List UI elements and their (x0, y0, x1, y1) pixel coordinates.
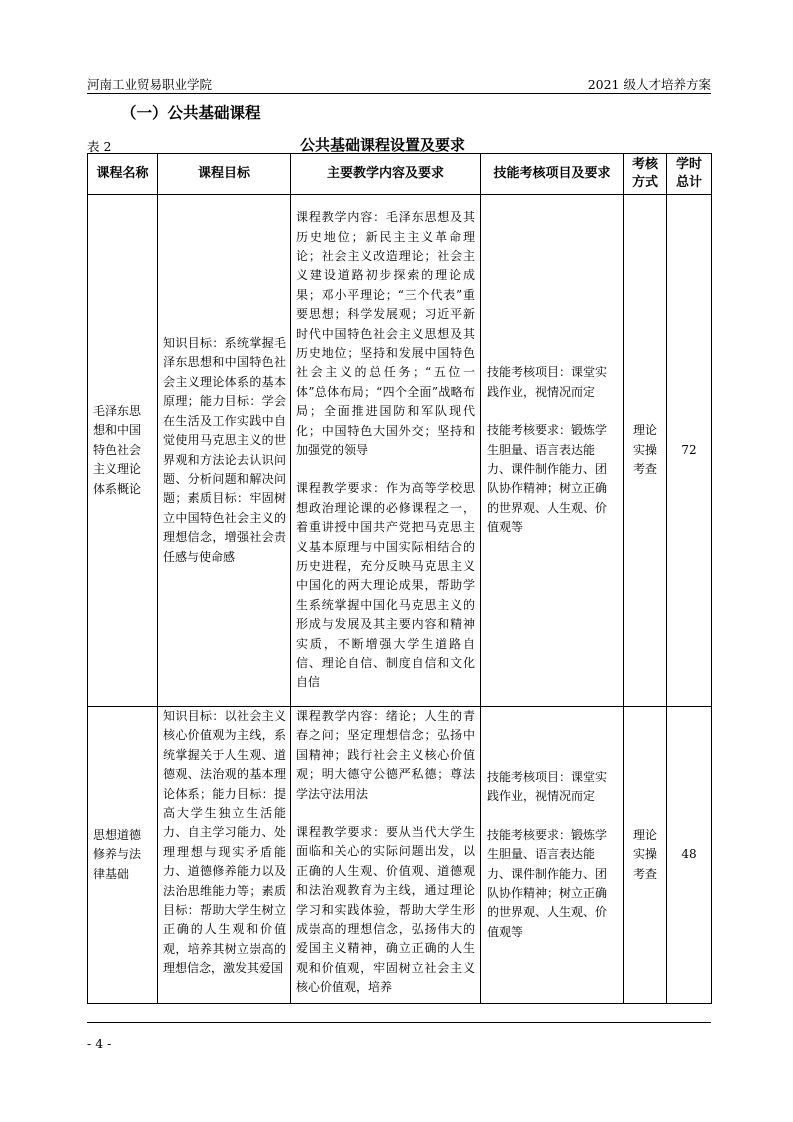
page-number: - 4 - (87, 1036, 112, 1051)
total-hours: 72 (681, 442, 697, 457)
column-header-method-text: 考核方式 (631, 157, 658, 190)
column-header-method (624, 154, 667, 195)
header-document-title: 2021 级人才培养方案 (587, 77, 711, 92)
column-header-skill: 技能考核项目及要求 (481, 154, 624, 195)
column-header-content: 主要教学内容及要求 (291, 154, 481, 195)
skill-cell (481, 707, 624, 1004)
column-header-name: 课程名称 (88, 154, 158, 195)
course-content: 课程教学内容：毛泽东思想及其历史地位；新民主主义革命理论；社会主义改造理论；社会主义建设道路初步探索的理论成果；邓小平理论；“三个代表”重要思想；科学发展观；习近平新时代中国特色社会主义思想及其历史地位；坚持和发展中国特色社会主义的总任务；“五位一体”总体布局；“四个全面”战略布局；全面推进国防和军队现代化；中国特色大国外交；坚持和加强党的领导 (296, 210, 475, 457)
total-hours-cell (667, 195, 712, 707)
course-goal: 知识目标：系统掌握毛泽东思想和中国特色社会主义理论体系的基本原理；能力目标：学会在生活及工作实践中自觉使用马克思主义的世界观和方法论去认识问题、分析问题和解决问题；素质目标：牢固树立中国特色社会主义的理想信念，增强社会责任感与使命感 (163, 336, 286, 564)
page-header (87, 73, 711, 94)
course-requirement: 课程教学要求：作为高等学校思想政治理论课的必修课程之一，着重讲授中国共产党把马克思主义基本原理与中国实际相结合的历史进程，充分反映马克思主义中国化的两大理论成果，帮助学生系统掌握中国化马克思主义的形成与发展及其主要内容和精神实质，不断增强大学生道路自信、理论自信、制度自信和文化自信 (296, 481, 475, 690)
course-name-cell (88, 195, 158, 707)
table-caption: 公共基础课程设置及要求 (300, 136, 466, 154)
course-goal-cell (158, 195, 291, 707)
skill-requirement: 技能考核要求：锻炼学生胆量、语言表达能力、课件制作能力、团队协作精神；树立正确的世界观、人生观、价值观等 (487, 423, 608, 535)
total-hours-cell (667, 707, 712, 1004)
skill-item: 技能考核项目：课堂实践作业，视情况而定 (487, 365, 608, 399)
table-header-row (88, 154, 712, 195)
course-goal-cell (158, 707, 291, 1004)
table-row (88, 195, 712, 707)
table-label: 表 2 (87, 139, 112, 154)
skill-cell (481, 195, 624, 707)
footer-rule (87, 1022, 711, 1023)
skill-item: 技能考核项目：课堂实践作业，视情况而定 (487, 769, 608, 804)
column-header-goal: 课程目标 (158, 154, 291, 195)
course-content-cell (291, 195, 481, 707)
assessment-method-cell (624, 195, 667, 707)
column-header-hours-text: 学时总计 (675, 157, 702, 190)
course-content: 课程教学内容：绪论；人生的青春之问；坚定理想信念；弘扬中国精神；践行社会主义核心价值观；明大德守公德严私德；尊法学法守法用法 (296, 709, 475, 801)
header-institution: 河南工业贸易职业学院 (87, 77, 213, 92)
section-title: （一）公共基础课程 (121, 104, 261, 122)
course-content-cell (291, 707, 481, 1004)
column-header-hours (667, 154, 712, 195)
course-table (87, 153, 712, 1004)
course-name: 毛泽东思想和中国特色社会主义理论体系概论 (93, 403, 142, 496)
course-goal: 知识目标：以社会主义核心价值观为主线，系统掌握关于人生观、道德观、法治观的基本理论体系；能力目标：提高大学生独立生活能力、自主学习能力、处理理想与现实矛盾能力、道德修养能力以及法治思维能力等；素质目标：帮助大学生树立正确的人生观和价值观，培养其树立崇高的理想信念，激发其爱国 (163, 709, 286, 976)
course-name: 思想道德修养与法律基础 (93, 827, 142, 881)
assessment-method: 理论实操考查 (632, 827, 657, 881)
assessment-method: 理论实操考查 (632, 423, 657, 477)
assessment-method-cell (624, 707, 667, 1004)
total-hours: 48 (681, 847, 697, 862)
table-row (88, 707, 712, 1004)
course-name-cell (88, 707, 158, 1004)
course-requirement: 课程教学要求：要从当代大学生面临和关心的实际问题出发，以正确的人生观、价值观、道德观和法治观教育为主线，通过理论学习和实践体验，帮助大学生形成崇高的理想信念，弘扬伟大的爱国主义精神，确立正确的人生观和价值观，牢固树立社会主义核心价值观，培养 (296, 825, 475, 995)
skill-requirement: 技能考核要求：锻炼学生胆量、语言表达能力、课件制作能力、团队协作精神；树立正确的世界观、人生观、价值观等 (487, 827, 608, 939)
